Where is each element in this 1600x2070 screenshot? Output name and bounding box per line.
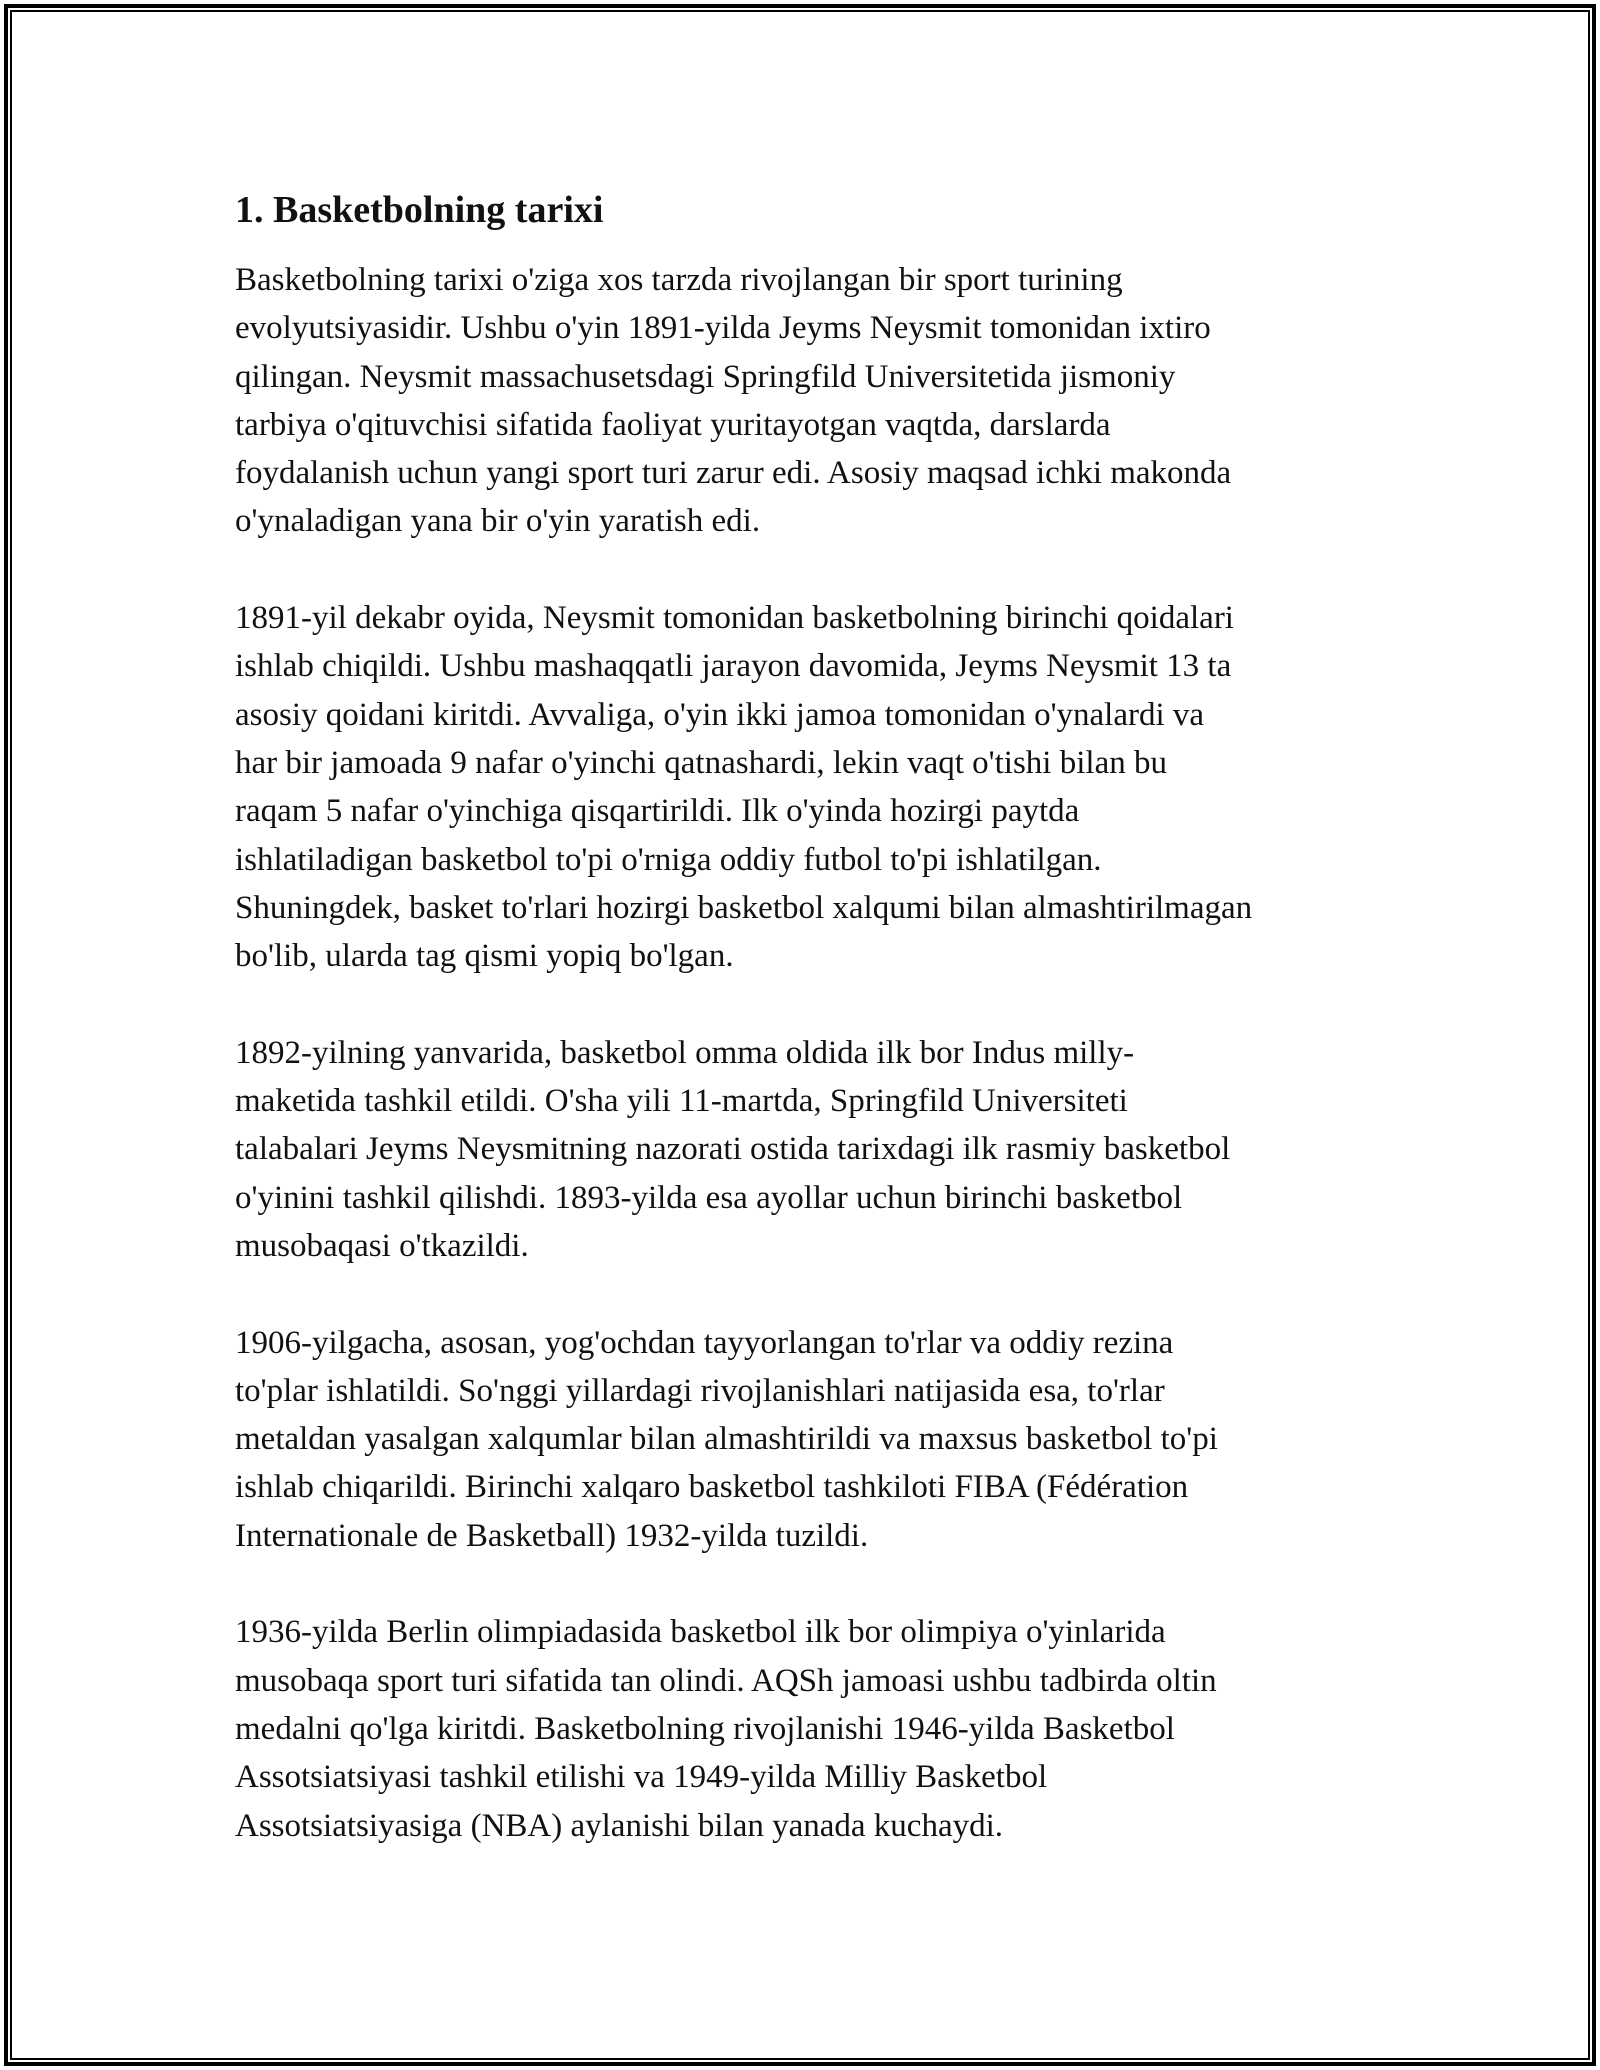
paragraph-line: o'ynaladigan yana bir o'yin yaratish edi. — [235, 503, 761, 540]
paragraph-line: 1906-yilgacha, asosan, yog'ochdan tayyorlangan to'rlar va oddiy rezina — [235, 1324, 1174, 1361]
paragraph-line: musobaqasi o'tkazildi. — [235, 1227, 529, 1264]
paragraph-line: evolyutsiyasidir. Ushbu o'yin 1891-yilda Jeyms Neysmit tomonidan ixtiro — [235, 310, 1211, 347]
document-body — [235, 186, 1385, 1898]
paragraph-line: qilingan. Neysmit massachusetsdagi Springfild Universitetida jismoniy — [235, 358, 1176, 395]
paragraph-2 — [235, 594, 1385, 980]
paragraph-line: foydalanish uchun yangi sport turi zarur edi. Asosiy maqsad ichki makonda — [235, 455, 1232, 492]
paragraph-line: o'yinini tashkil qilishdi. 1893-yilda esa ayollar uchun birinchi basketbol — [235, 1179, 1183, 1216]
paragraph-line: Assotsiatsiyasiga (NBA) aylanishi bilan yanada kuchaydi. — [235, 1807, 1004, 1844]
paragraph-line: ishlab chiqarildi. Birinchi xalqaro basketbol tashkiloti FIBA (Fédération — [235, 1469, 1189, 1506]
paragraph-line: musobaqa sport turi sifatida tan olindi. AQSh jamoasi ushbu tadbirda oltin — [235, 1662, 1217, 1699]
paragraph-line: raqam 5 nafar o'yinchiga qisqartirildi. Ilk o'yinda hozirgi paytda — [235, 793, 1080, 830]
paragraph-line: medalni qo'lga kiritdi. Basketbolning rivojlanishi 1946-yilda Basketbol — [235, 1710, 1175, 1747]
paragraph-line: har bir jamoada 9 nafar o'yinchi qatnashardi, lekin vaqt o'tishi bilan bu — [235, 744, 1167, 781]
paragraph-line: Internationale de Basketball) 1932-yilda tuzildi. — [235, 1517, 869, 1554]
paragraph-line: 1892-yilning yanvarida, basketbol omma oldida ilk bor Indus milly- — [235, 1034, 1135, 1071]
paragraph-5 — [235, 1608, 1385, 1849]
paragraph-line: bo'lib, ularda tag qismi yopiq bo'lgan. — [235, 938, 734, 975]
paragraph-line: asosiy qoidani kiritdi. Avvaliga, o'yin ikki jamoa tomonidan o'ynalardi va — [235, 696, 1205, 733]
paragraph-line: ishlatiladigan basketbol to'pi o'rniga oddiy futbol to'pi ishlatilgan. — [235, 841, 1102, 878]
paragraph-line: 1891-yil dekabr oyida, Neysmit tomonidan basketbolning birinchi qoidalari — [235, 600, 1234, 637]
paragraph-4 — [235, 1319, 1385, 1560]
paragraph-1 — [235, 256, 1385, 546]
paragraph-line: Basketbolning tarixi o'ziga xos tarzda rivojlangan bir sport turining — [235, 262, 1123, 298]
paragraph-line: Assotsiatsiyasi tashkil etilishi va 1949-yilda Milliy Basketbol — [235, 1759, 1048, 1796]
section-heading: 1. Basketbolning tarixi — [235, 189, 604, 231]
paragraph-line: to'plar ishlatildi. So'nggi yillardagi rivojlanishlari natijasida esa, to'rlar — [235, 1372, 1165, 1409]
paragraph-line: talabalari Jeyms Neysmitning nazorati ostida tarixdagi ilk rasmiy basketbol — [235, 1131, 1231, 1168]
paragraph-line: ishlab chiqildi. Ushbu mashaqqatli jarayon davomida, Jeyms Neysmit 13 ta — [235, 648, 1232, 685]
paragraph-line: tarbiya o'qituvchisi sifatida faoliyat yuritayotgan vaqtda, darslarda — [235, 406, 1111, 443]
paragraph-3 — [235, 1029, 1385, 1270]
paragraph-line: Shuningdek, basket to'rlari hozirgi basketbol xalqumi bilan almashtirilmagan — [235, 889, 1253, 926]
paragraph-line: maketida tashkil etildi. O'sha yili 11-martda, Springfild Universiteti — [235, 1083, 1128, 1120]
paragraph-line: 1936-yilda Berlin olimpiadasida basketbol ilk bor olimpiya o'yinlarida — [235, 1614, 1166, 1651]
paragraph-line: metaldan yasalgan xalqumlar bilan almashtirildi va maxsus basketbol to'pi — [235, 1421, 1218, 1458]
